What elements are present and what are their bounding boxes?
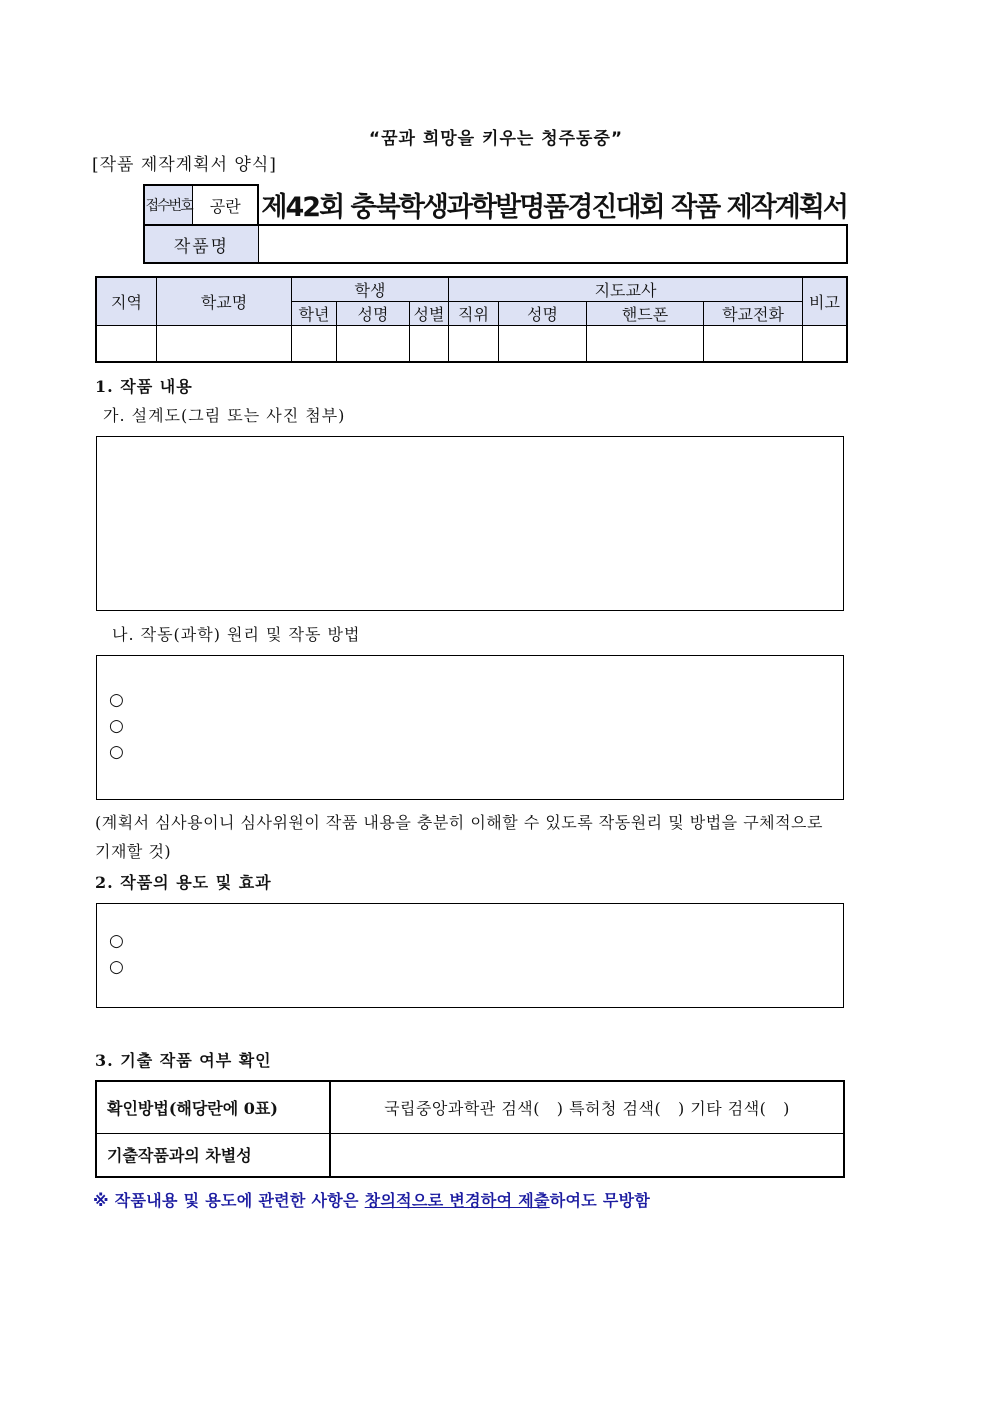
student-gender-header: 성별 <box>410 302 449 326</box>
teacher-group-header: 지도교사 <box>449 277 803 302</box>
region-cell[interactable] <box>96 326 157 362</box>
principle-bullet: ○ <box>109 690 124 710</box>
usage-bullet: ○ <box>109 957 124 977</box>
teacher-phone-header: 핸드폰 <box>587 302 704 326</box>
footer-notice <box>93 1188 650 1211</box>
school-phone-cell[interactable] <box>704 326 803 362</box>
work-name-label: 작품명 <box>144 225 258 263</box>
school-name-cell[interactable] <box>157 326 292 362</box>
teacher-position-header: 직위 <box>449 302 499 326</box>
student-name-cell[interactable] <box>337 326 410 362</box>
school-phone-header: 학교전화 <box>704 302 803 326</box>
prior-work-table <box>95 1080 845 1178</box>
method-value[interactable]: 국립중앙과학관 검색( ) 특허청 검색( ) 기타 검색( ) <box>330 1081 844 1133</box>
principle-bullet: ○ <box>109 742 124 762</box>
section1-title: 1. 작품 내용 <box>95 377 193 396</box>
school-name-header: 학교명 <box>157 277 292 326</box>
section2-title: 2. 작품의 용도 및 효과 <box>95 873 272 892</box>
footer-prefix: ※ 작품내용 및 용도에 관련한 사항은 <box>93 1191 365 1210</box>
usage-bullet: ○ <box>109 931 124 951</box>
slogan: “꿈과 희망을 키우는 청주동중” <box>368 129 624 149</box>
difference-label: 기출작품과의 차별성 <box>96 1133 330 1177</box>
section1-sub-a: 가. 설계도(그림 또는 사진 첨부) <box>103 406 346 425</box>
principle-bullet: ○ <box>109 716 124 736</box>
teacher-phone-cell[interactable] <box>587 326 704 362</box>
reception-value: 공란 <box>193 185 259 225</box>
footer-suffix: 하여도 무방함 <box>549 1191 651 1210</box>
difference-field[interactable] <box>330 1133 844 1177</box>
teacher-name-cell[interactable] <box>499 326 587 362</box>
form-label: [작품 제작계획서 양식] <box>92 155 277 175</box>
student-gender-cell[interactable] <box>410 326 449 362</box>
method-label: 확인방법(해당란에 0표) <box>96 1081 330 1133</box>
section3-title: 3. 기출 작품 여부 확인 <box>95 1051 272 1070</box>
student-name-header: 성명 <box>337 302 410 326</box>
student-teacher-table <box>95 276 848 363</box>
student-grade-cell[interactable] <box>292 326 337 362</box>
document-title: 제42회 충북학생과학발명품경진대회 작품 제작계획서 <box>261 192 847 223</box>
design-drawing-box[interactable] <box>96 436 844 611</box>
principle-box[interactable] <box>96 655 844 800</box>
reception-label: 접수번호 <box>144 185 193 225</box>
remarks-cell[interactable] <box>803 326 848 362</box>
section1-note: (계획서 심사용이니 심사위원이 작품 내용을 충분히 이해할 수 있도록 작동원리 및 방법을 구체적으로 기재할 것) <box>95 813 823 861</box>
section1-sub-b: 나. 작동(과학) 원리 및 작동 방법 <box>112 625 361 644</box>
student-grade-header: 학년 <box>292 302 337 326</box>
header-box <box>143 184 848 264</box>
usage-box[interactable] <box>96 903 844 1008</box>
student-group-header: 학생 <box>292 277 449 302</box>
footer-underlined: 창의적으로 변경하여 제출 <box>364 1191 550 1210</box>
remarks-header: 비고 <box>803 277 848 326</box>
region-header: 지역 <box>96 277 157 326</box>
work-name-field[interactable] <box>258 225 847 263</box>
teacher-position-cell[interactable] <box>449 326 499 362</box>
teacher-name-header: 성명 <box>499 302 587 326</box>
